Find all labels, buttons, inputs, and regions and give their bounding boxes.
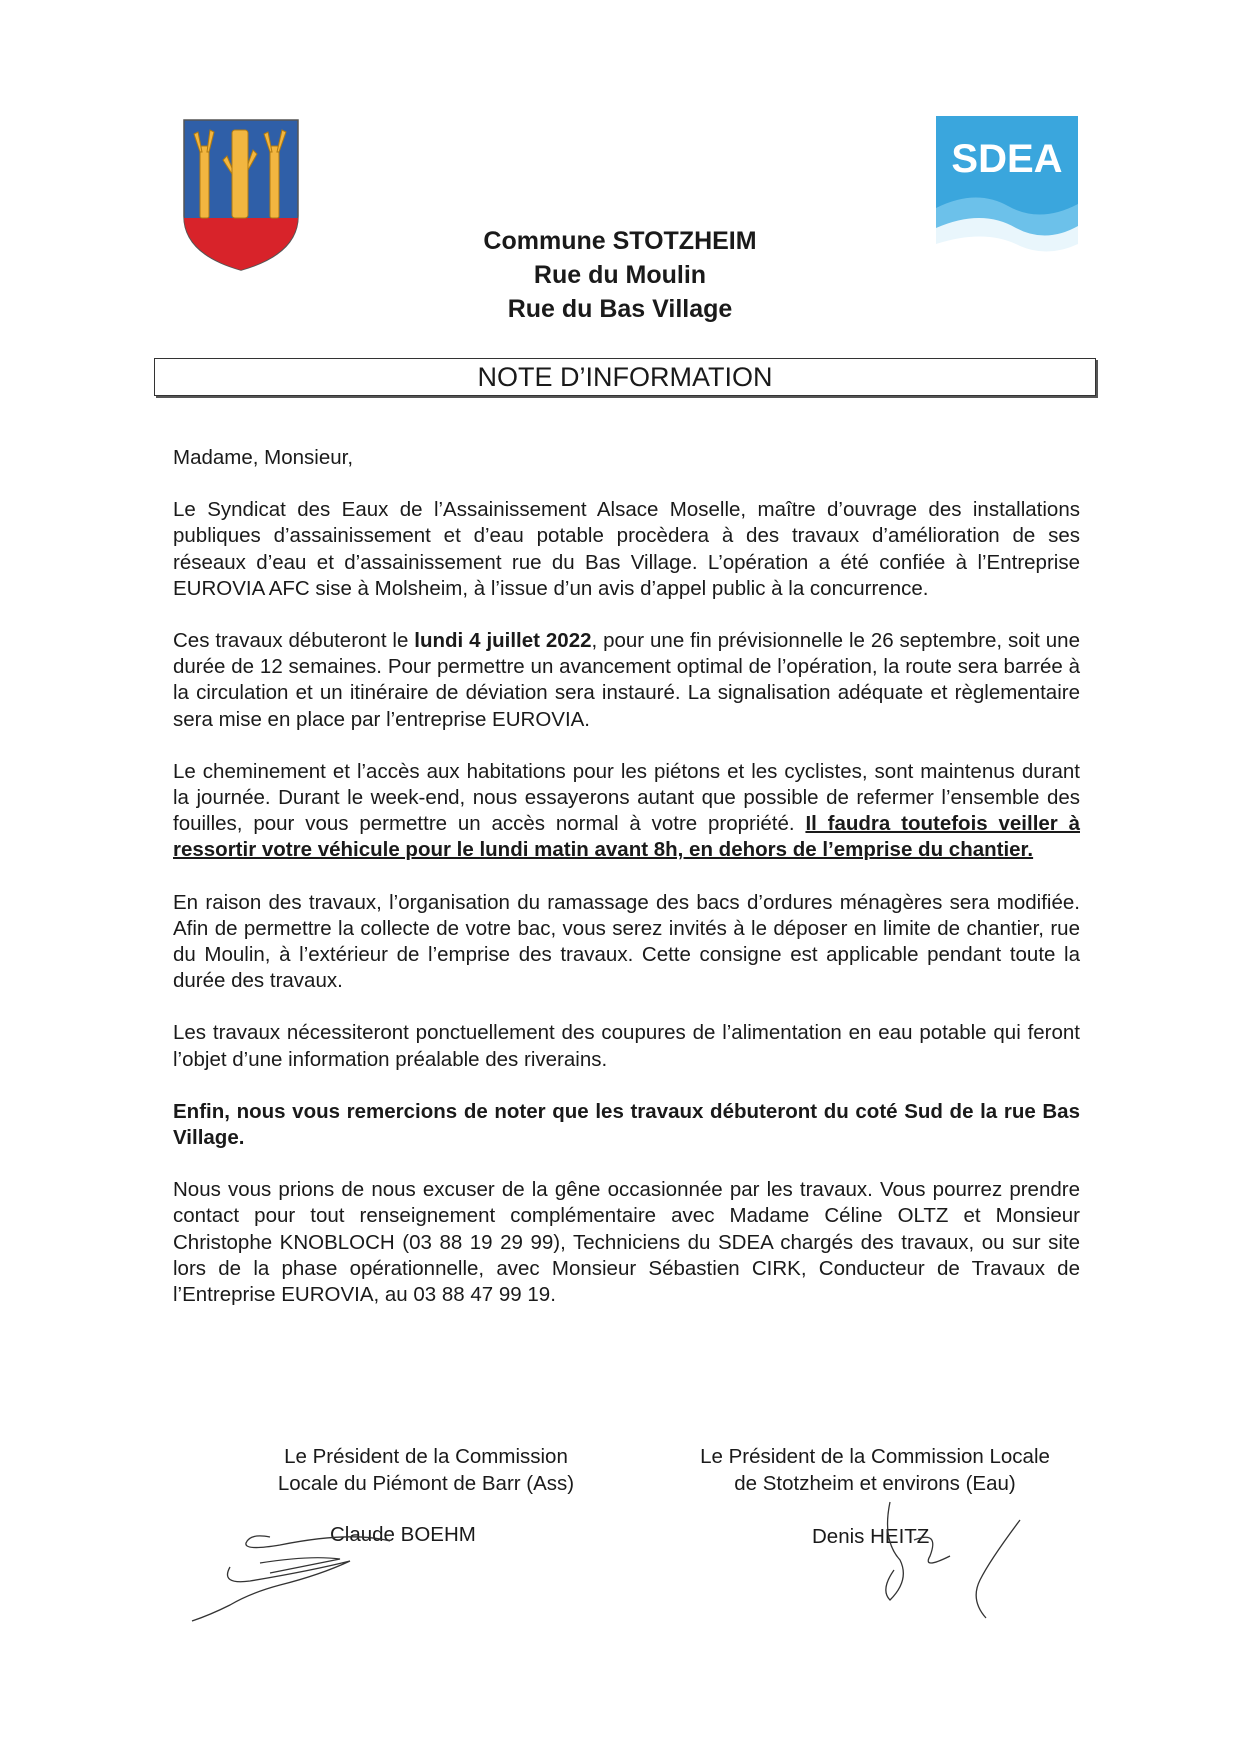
- note-title: NOTE D’INFORMATION: [477, 362, 773, 392]
- signature-right-title-1: Le Président de la Commission Locale: [700, 1445, 1050, 1468]
- signature-scribble-left: [190, 1515, 450, 1625]
- paragraph-2-text-a: Ces travaux débuteront le: [173, 629, 415, 653]
- coat-of-arms-icon: [180, 116, 302, 272]
- paragraph-7: Nous vous prions de nous excuser de la gêne occasionnée par les travaux. Vous pourrez prendre contact pour tout renseignement complémentaire avec Madame Céline OLTZ et Monsieur Christophe KNOBLOCH (03 88 19 29 99), Techniciens du SDEA chargés des travaux, ou sur site lors de la phase opérationnelle, avec Monsieur Sébastien CIRK, Conducteur de Travaux de l’Entreprise EUROVIA, au 03 88 47 99 19.: [173, 1178, 1080, 1307]
- paragraph-3: [173, 759, 1080, 864]
- signature-right-name: Denis HEITZ: [812, 1525, 930, 1548]
- signature-left-title-1: Le Président de la Commission: [284, 1445, 568, 1468]
- paragraph-1: Le Syndicat des Eaux de l’Assainissement Alsace Moselle, maître d’ouvrage des installations publiques d’assainissement et d’eau potable procèdera à des travaux d’amélioration de ses réseaux d’eau et d’assainissement rue du Bas Village. L’opération a été confiée à l’Entreprise EUROVIA AFC sise à Molsheim, à l’issue d’un avis d’appel public à la concurrence.: [173, 498, 1080, 600]
- start-date: lundi 4 juillet 2022: [414, 629, 592, 653]
- paragraph-4: En raison des travaux, l’organisation du ramassage des bacs d’ordures ménagères sera modifiée. Afin de permettre la collecte de votre bac, vous serez invités à le déposer en limite de chantier, rue du Moulin, à l’extérieur de l’emprise des travaux. Cette consigne est applicable pendant toute la durée des travaux.: [173, 890, 1080, 993]
- vehicle-warning: Il faudra toutefois veiller à ressortir votre véhicule pour le lundi matin avant 8h, en dehors de l’emprise du chantier.: [173, 812, 1080, 862]
- signature-left-title-2: Locale du Piémont de Barr (Ass): [277, 1472, 575, 1495]
- signature-block-right: [670, 1443, 1080, 1497]
- signature-block-left: [236, 1443, 616, 1497]
- paragraph-5: Les travaux nécessiteront ponctuellement des coupures de l’alimentation en eau potable qui feront l’objet d’une information préalable des riverains.: [173, 1021, 1080, 1071]
- heading-street-1: Rue du Moulin: [533, 261, 707, 289]
- heading-street-2: Rue du Bas Village: [507, 295, 733, 323]
- sdea-logo-text: SDEA: [951, 137, 1063, 181]
- paragraph-2: [173, 628, 1080, 733]
- letter-body: [173, 445, 1080, 1334]
- paragraph-3-text: Le cheminement et l’accès aux habitations pour les piétons et les cyclistes, sont maintenus durant la journée. Durant le week-end, nous essayerons autant que possible de refermer l’ensemble des fouilles, pour vous permettre un accès normal à votre propriété.: [173, 759, 1080, 836]
- heading-commune: Commune STOTZHEIM: [483, 227, 757, 255]
- salutation: Madame, Monsieur,: [173, 446, 354, 469]
- note-title-box: [154, 358, 1096, 396]
- document-heading: [400, 224, 840, 326]
- signature-scribble-right: [870, 1500, 1030, 1620]
- paragraph-6: Enfin, nous vous remercions de noter que les travaux débuteront du coté Sud de la rue Bas Village.: [173, 1099, 1080, 1150]
- sdea-logo: [936, 116, 1078, 264]
- signature-left-name: Claude BOEHM: [330, 1523, 476, 1546]
- paragraph-2-text-b: , pour une fin prévisionnelle le 26 septembre, soit une durée de 12 semaines. Pour permettre un avancement optimal de l’opération, la route sera barrée à la circulation et un itinéraire de déviation sera instauré. La signalisation adéquate et règlementaire sera mise en place par l’entreprise EUROVIA.: [173, 629, 1080, 731]
- signature-right-title-2: de Stotzheim et environs (Eau): [734, 1472, 1016, 1495]
